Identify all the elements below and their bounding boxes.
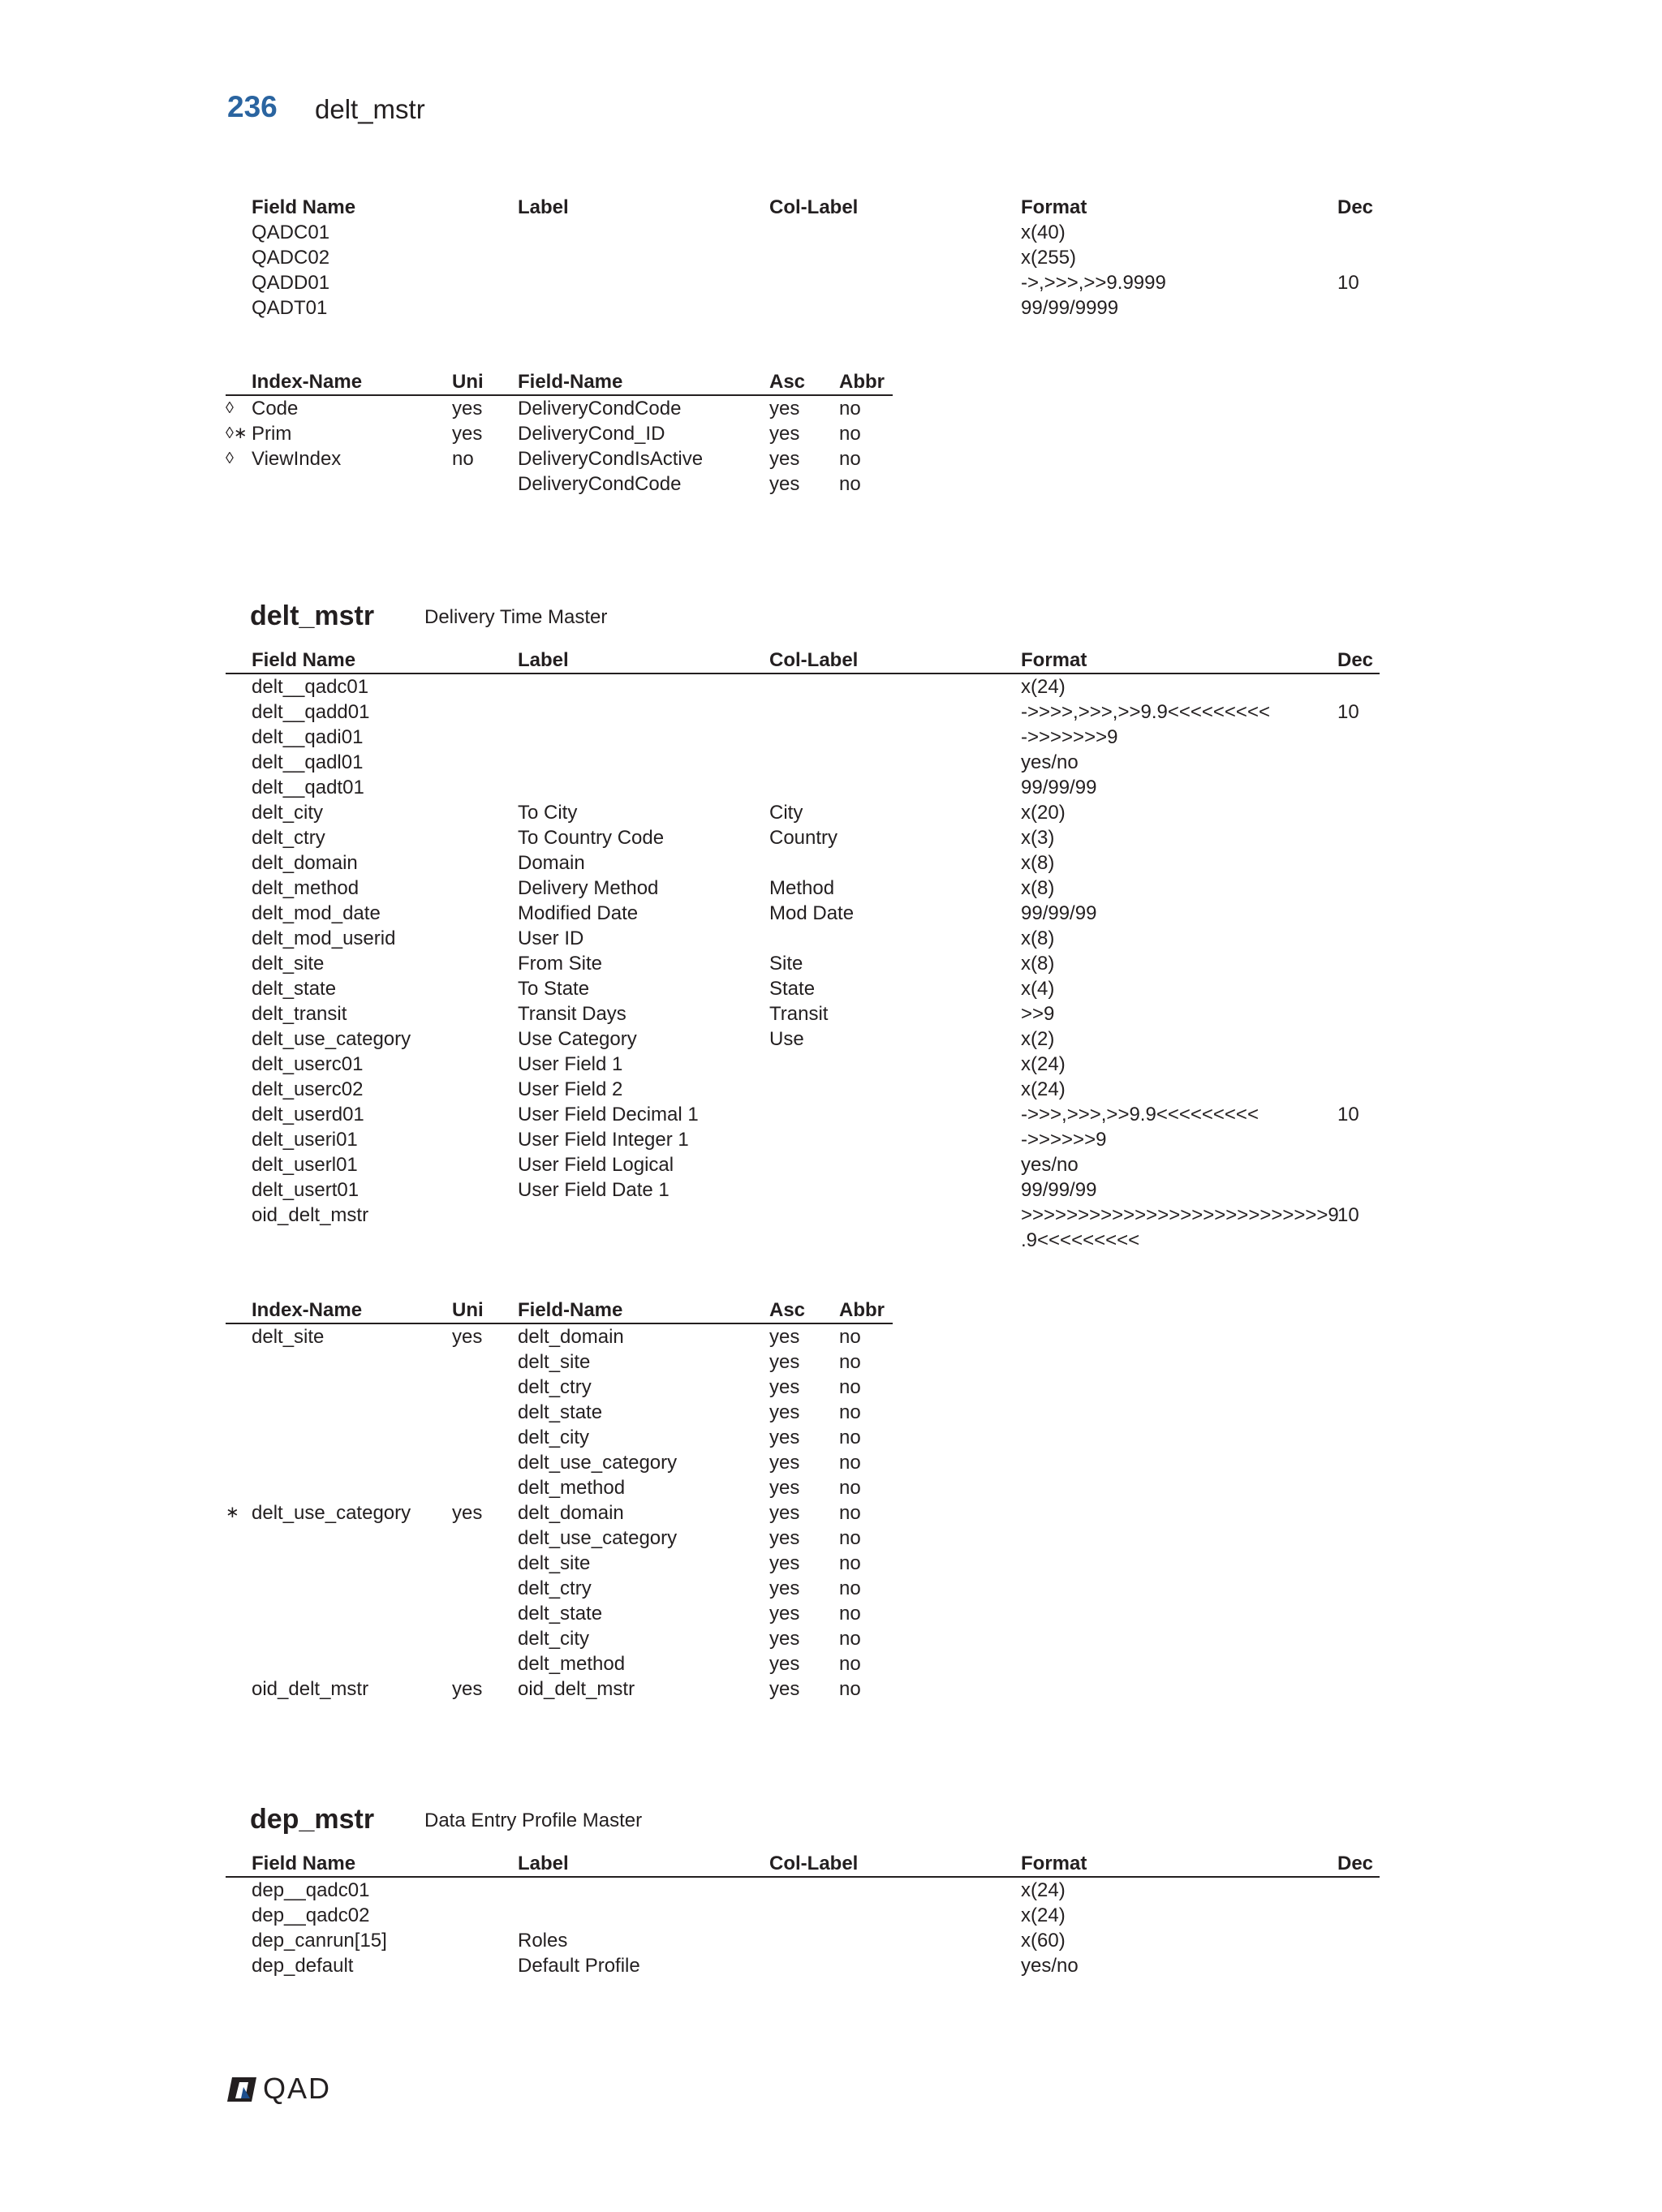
field-name-cell: delt_use_category: [252, 1028, 411, 1050]
format-cell: 99/99/9999: [1021, 297, 1119, 319]
col-header-asc: Asc: [769, 371, 806, 393]
field-row: [226, 876, 1380, 901]
index-name-cell: Prim: [252, 423, 292, 445]
field-name-cell: delt_useri01: [252, 1129, 358, 1151]
index-row: [226, 1526, 893, 1551]
col-header-format: Format: [1021, 1853, 1087, 1874]
field-name-cell: delt_userc02: [252, 1078, 364, 1100]
index-row: [226, 1375, 893, 1400]
field-row: [226, 825, 1380, 850]
field-name-cell: QADC02: [252, 247, 330, 269]
field-name-cell: delt_state: [518, 1603, 603, 1625]
table-header-row: [226, 369, 893, 396]
asc-cell: yes: [769, 1452, 800, 1474]
abbr-cell: no: [839, 1628, 861, 1650]
col-label-cell: Method: [769, 877, 835, 899]
asc-cell: yes: [769, 473, 800, 495]
format-cell: x(24): [1021, 1053, 1066, 1075]
section-title-delt-mstr: delt_mstr: [250, 600, 375, 631]
format-cell: ->,>>>,>>9.9999: [1021, 272, 1166, 294]
format-cell: x(24): [1021, 1904, 1066, 1926]
page-title: delt_mstr: [315, 94, 425, 124]
field-name-cell: delt_state: [518, 1401, 603, 1423]
field-name-cell: delt__qadl01: [252, 751, 364, 773]
delt-mstr-field-table: [226, 648, 1380, 1253]
field-name-cell: delt_city: [518, 1427, 590, 1448]
abbr-cell: no: [839, 1427, 861, 1448]
qad-logo-icon: [226, 2074, 258, 2103]
section-description-delt-mstr: Delivery Time Master: [424, 606, 608, 628]
field-name-cell: DeliveryCondCode: [518, 398, 682, 420]
abbr-cell: no: [839, 1552, 861, 1574]
dep-mstr-field-table: [226, 1851, 1380, 1978]
label-cell: User ID: [518, 927, 584, 949]
index-row: [226, 1349, 893, 1375]
index-row: [226, 1551, 893, 1576]
label-cell: Transit Days: [518, 1003, 626, 1025]
field-name-cell: delt_ctry: [252, 827, 325, 849]
format-cell: x(3): [1021, 827, 1055, 849]
col-label-cell: Transit: [769, 1003, 829, 1025]
field-name-cell: delt_method: [518, 1477, 626, 1499]
col-header-dec: Dec: [1337, 196, 1374, 218]
field-name-cell: DeliveryCond_ID: [518, 423, 665, 445]
abbr-cell: no: [839, 1678, 861, 1700]
index-row: [226, 1676, 893, 1702]
field-row: [226, 775, 1380, 800]
index-row: [226, 1500, 893, 1526]
field-name-cell: delt_state: [252, 978, 337, 1000]
table-header-row: [226, 195, 1380, 220]
asc-cell: yes: [769, 1603, 800, 1625]
field-row: [226, 1127, 1380, 1152]
abbr-cell: no: [839, 1477, 861, 1499]
field-name-cell: delt_domain: [518, 1326, 624, 1348]
dec-cell: 10: [1337, 1204, 1359, 1226]
format-cell: x(24): [1021, 1078, 1066, 1100]
col-label-cell: Country: [769, 827, 838, 849]
format-cell: ->>>,>>>,>>9.9<<<<<<<<<: [1021, 1104, 1259, 1125]
field-row: [226, 850, 1380, 876]
abbr-cell: no: [839, 1653, 861, 1675]
asc-cell: yes: [769, 1577, 800, 1599]
field-name-cell: DeliveryCondIsActive: [518, 448, 704, 470]
dec-cell: 10: [1337, 701, 1359, 723]
abbr-cell: no: [839, 1452, 861, 1474]
field-name-cell: delt_use_category: [518, 1527, 678, 1549]
top-field-table: [226, 195, 1380, 321]
index-name-cell: Code: [252, 398, 299, 420]
field-name-cell: delt_site: [518, 1351, 591, 1373]
asc-cell: yes: [769, 1502, 800, 1524]
index-name-cell: delt_site: [252, 1326, 325, 1348]
field-name-cell: delt__qadc01: [252, 676, 369, 698]
field-name-cell: delt_method: [252, 877, 360, 899]
field-name-cell: dep_canrun[15]: [252, 1930, 387, 1952]
field-name-cell: delt_use_category: [518, 1452, 678, 1474]
qad-logo-text: QAD: [263, 2072, 332, 2105]
field-name-cell: DeliveryCondCode: [518, 473, 682, 495]
col-header-asc: Asc: [769, 1299, 806, 1321]
label-cell: User Field 2: [518, 1078, 623, 1100]
qad-logo: [226, 2072, 331, 2105]
abbr-cell: no: [839, 1401, 861, 1423]
col-header-field-name: Field Name: [252, 196, 356, 218]
field-name-cell: delt_method: [518, 1653, 626, 1675]
field-row: [226, 1102, 1380, 1127]
format-cell: 99/99/99: [1021, 902, 1097, 924]
col-header-label: Label: [518, 1853, 569, 1874]
format-cell: x(24): [1021, 676, 1066, 698]
field-name-cell: QADC01: [252, 222, 330, 243]
field-row: [226, 1077, 1380, 1102]
col-label-cell: Mod Date: [769, 902, 855, 924]
field-row: [226, 750, 1380, 775]
format-cell: yes/no: [1021, 751, 1079, 773]
dec-cell: 10: [1337, 272, 1359, 294]
field-name-cell: delt_city: [252, 802, 324, 824]
format-cell: ->>>>>>9: [1021, 1129, 1107, 1151]
index-marker: ∗: [226, 1504, 239, 1521]
index-row: [226, 1324, 893, 1349]
field-row: [226, 951, 1380, 976]
field-row: [226, 1903, 1380, 1928]
index-marker: ◊: [226, 450, 234, 467]
label-cell: Delivery Method: [518, 877, 659, 899]
label-cell: Roles: [518, 1930, 568, 1952]
col-header-col-label: Col-Label: [769, 1853, 859, 1874]
field-row: [226, 1001, 1380, 1026]
format-cell: x(8): [1021, 852, 1055, 874]
format-cell: x(255): [1021, 247, 1077, 269]
table-header-row: [226, 648, 1380, 674]
field-name-cell: QADT01: [252, 297, 328, 319]
label-cell: User Field Integer 1: [518, 1129, 689, 1151]
col-header-abbr: Abbr: [839, 1299, 885, 1321]
label-cell: Domain: [518, 852, 585, 874]
field-row: [226, 1152, 1380, 1177]
field-name-cell: delt__qadi01: [252, 726, 364, 748]
section-description-dep-mstr: Data Entry Profile Master: [424, 1810, 643, 1831]
label-cell: To State: [518, 978, 590, 1000]
format-cell: x(2): [1021, 1028, 1055, 1050]
field-name-cell: QADD01: [252, 272, 330, 294]
asc-cell: yes: [769, 1527, 800, 1549]
label-cell: To Country Code: [518, 827, 665, 849]
field-name-cell: oid_delt_mstr: [252, 1204, 369, 1226]
label-cell: User Field Date 1: [518, 1179, 670, 1201]
field-row: [226, 1878, 1380, 1903]
format-cell: x(8): [1021, 927, 1055, 949]
col-header-field-name: Field Name: [252, 649, 356, 671]
field-name-cell: dep__qadc02: [252, 1904, 370, 1926]
unique-cell: yes: [452, 1502, 483, 1524]
field-name-cell: delt_userd01: [252, 1104, 364, 1125]
abbr-cell: no: [839, 448, 861, 470]
asc-cell: yes: [769, 1628, 800, 1650]
format-cell: x(24): [1021, 1879, 1066, 1901]
abbr-cell: no: [839, 398, 861, 420]
abbr-cell: no: [839, 1326, 861, 1348]
asc-cell: yes: [769, 398, 800, 420]
field-row: [226, 725, 1380, 750]
label-cell: User Field Decimal 1: [518, 1104, 699, 1125]
field-name-cell: dep_default: [252, 1955, 354, 1977]
index-row: [226, 396, 893, 421]
field-name-cell: delt_userc01: [252, 1053, 364, 1075]
index-marker: ◊: [226, 399, 234, 417]
index-name-cell: ViewIndex: [252, 448, 342, 470]
abbr-cell: no: [839, 1502, 861, 1524]
format-cell: >>9: [1021, 1003, 1055, 1025]
asc-cell: yes: [769, 1552, 800, 1574]
field-row: [226, 1203, 1380, 1253]
asc-cell: yes: [769, 1326, 800, 1348]
format-cell: yes/no: [1021, 1955, 1079, 1977]
label-cell: User Field 1: [518, 1053, 623, 1075]
field-row: [226, 699, 1380, 725]
col-header-label: Label: [518, 649, 569, 671]
index-name-cell: oid_delt_mstr: [252, 1678, 369, 1700]
field-row: [226, 800, 1380, 825]
index-name-cell: delt_use_category: [252, 1502, 411, 1524]
col-header-field-name: Field Name: [252, 1853, 356, 1874]
abbr-cell: no: [839, 1603, 861, 1625]
unique-cell: yes: [452, 1326, 483, 1348]
field-name-cell: delt_usert01: [252, 1179, 360, 1201]
col-header-col-label: Col-Label: [769, 649, 859, 671]
format-cell: x(4): [1021, 978, 1055, 1000]
table-header-row: [226, 1298, 893, 1324]
index-row: [226, 421, 893, 446]
index-row: [226, 1601, 893, 1626]
col-header-dec: Dec: [1337, 1853, 1374, 1874]
col-header-index-name: Index-Name: [252, 371, 363, 393]
asc-cell: yes: [769, 1678, 800, 1700]
col-header-col-label: Col-Label: [769, 196, 859, 218]
col-header-uni: Uni: [452, 371, 484, 393]
format-cell: 99/99/99: [1021, 1179, 1097, 1201]
format-cell: ->>>>,>>>,>>9.9<<<<<<<<<: [1021, 701, 1270, 723]
field-name-cell: delt_ctry: [518, 1376, 592, 1398]
label-cell: Use Category: [518, 1028, 637, 1050]
col-header-format: Format: [1021, 196, 1087, 218]
asc-cell: yes: [769, 1477, 800, 1499]
col-header-index-name: Index-Name: [252, 1299, 363, 1321]
abbr-cell: no: [839, 473, 861, 495]
format-cell: x(8): [1021, 877, 1055, 899]
asc-cell: yes: [769, 1351, 800, 1373]
abbr-cell: no: [839, 1376, 861, 1398]
index-row: [226, 1626, 893, 1651]
field-row: [226, 901, 1380, 926]
field-row: [226, 1026, 1380, 1052]
col-header-field-name: Field-Name: [518, 1299, 623, 1321]
col-label-cell: City: [769, 802, 803, 824]
label-cell: Default Profile: [518, 1955, 640, 1977]
asc-cell: yes: [769, 1376, 800, 1398]
asc-cell: yes: [769, 448, 800, 470]
format-cell: >>>>>>>>>>>>>>>>>>>>>>>>>>>9: [1021, 1204, 1339, 1226]
label-cell: To City: [518, 802, 578, 824]
index-row: [226, 1400, 893, 1425]
section-title-dep-mstr: dep_mstr: [250, 1804, 375, 1835]
format-cell: 99/99/99: [1021, 777, 1097, 798]
col-header-label: Label: [518, 196, 569, 218]
field-name-cell: dep__qadc01: [252, 1879, 370, 1901]
field-name-cell: delt_userl01: [252, 1154, 358, 1176]
field-name-cell: delt__qadt01: [252, 777, 364, 798]
unique-cell: yes: [452, 1678, 483, 1700]
field-row: [226, 1953, 1380, 1978]
field-name-cell: delt_domain: [518, 1502, 624, 1524]
col-label-cell: Use: [769, 1028, 804, 1050]
unique-cell: no: [452, 448, 474, 470]
format-cell: x(60): [1021, 1930, 1066, 1952]
label-cell: From Site: [518, 953, 603, 975]
abbr-cell: no: [839, 423, 861, 445]
field-row: [226, 295, 1380, 321]
field-row: [226, 1928, 1380, 1953]
unique-cell: yes: [452, 398, 483, 420]
col-label-cell: State: [769, 978, 816, 1000]
field-row: [226, 976, 1380, 1001]
table-body: [226, 1324, 893, 1702]
index-row: [226, 446, 893, 471]
field-row: [226, 1177, 1380, 1203]
index-marker: ◊∗: [226, 424, 248, 442]
table-body: [226, 674, 1380, 1253]
field-name-cell: delt_transit: [252, 1003, 347, 1025]
field-row: [226, 245, 1380, 270]
index-row: [226, 471, 893, 497]
field-name-cell: delt_domain: [252, 852, 358, 874]
field-name-cell: delt_ctry: [518, 1577, 592, 1599]
label-cell: Modified Date: [518, 902, 639, 924]
asc-cell: yes: [769, 423, 800, 445]
asc-cell: yes: [769, 1427, 800, 1448]
abbr-cell: no: [839, 1527, 861, 1549]
format-cell: x(20): [1021, 802, 1066, 824]
unique-cell: yes: [452, 423, 483, 445]
delt-mstr-index-table: [226, 1298, 893, 1702]
table-body: [226, 220, 1380, 321]
field-row: [226, 220, 1380, 245]
page-number: 236: [227, 90, 278, 123]
format-cell: ->>>>>>>9: [1021, 726, 1118, 748]
field-row: [226, 926, 1380, 951]
field-name-cell: oid_delt_mstr: [518, 1678, 635, 1700]
label-cell: User Field Logical: [518, 1154, 674, 1176]
asc-cell: yes: [769, 1401, 800, 1423]
field-name-cell: delt_mod_date: [252, 902, 381, 924]
col-header-abbr: Abbr: [839, 371, 885, 393]
field-name-cell: delt__qadd01: [252, 701, 370, 723]
asc-cell: yes: [769, 1653, 800, 1675]
field-name-cell: delt_mod_userid: [252, 927, 396, 949]
table-body: [226, 1878, 1380, 1978]
format-cell: yes/no: [1021, 1154, 1079, 1176]
table-body: [226, 396, 893, 497]
col-label-cell: Site: [769, 953, 803, 975]
abbr-cell: no: [839, 1577, 861, 1599]
index-row: [226, 1651, 893, 1676]
field-row: [226, 1052, 1380, 1077]
field-name-cell: delt_site: [252, 953, 325, 975]
field-name-cell: delt_site: [518, 1552, 591, 1574]
col-header-field-name: Field-Name: [518, 371, 623, 393]
table-header-row: [226, 1851, 1380, 1878]
format-cell-continued: .9<<<<<<<<<: [1021, 1229, 1140, 1251]
field-row: [226, 674, 1380, 699]
col-header-uni: Uni: [452, 1299, 484, 1321]
index-row: [226, 1475, 893, 1500]
dec-cell: 10: [1337, 1104, 1359, 1125]
index-row: [226, 1576, 893, 1601]
index-row: [226, 1450, 893, 1475]
top-index-table: [226, 369, 893, 497]
index-row: [226, 1425, 893, 1450]
format-cell: x(8): [1021, 953, 1055, 975]
abbr-cell: no: [839, 1351, 861, 1373]
field-row: [226, 270, 1380, 295]
col-header-format: Format: [1021, 649, 1087, 671]
field-name-cell: delt_city: [518, 1628, 590, 1650]
format-cell: x(40): [1021, 222, 1066, 243]
col-header-dec: Dec: [1337, 649, 1374, 671]
